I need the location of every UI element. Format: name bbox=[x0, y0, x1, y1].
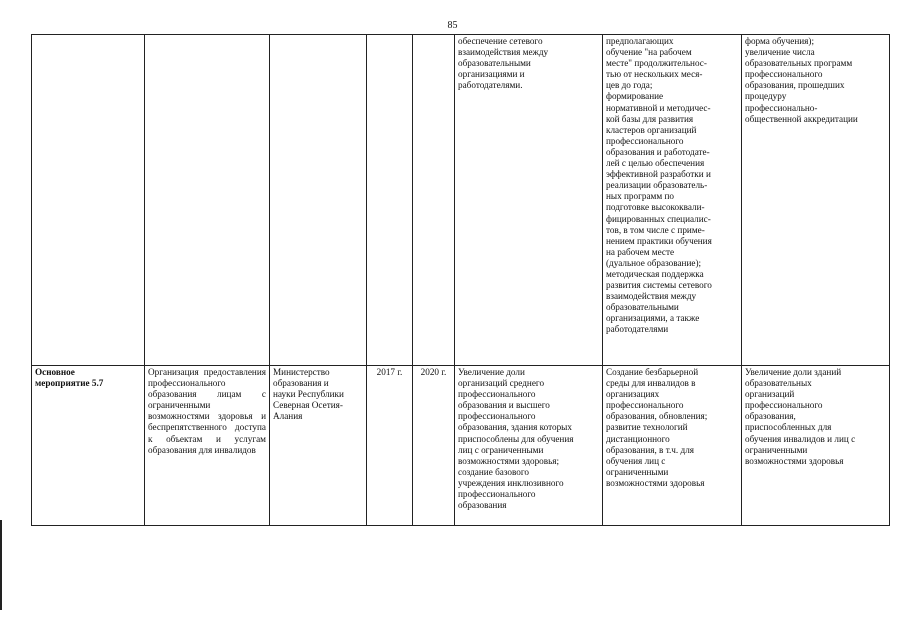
event-start-year: 2017 г. bbox=[367, 366, 413, 526]
cell-empty-event bbox=[32, 35, 145, 366]
cell-empty-start-year bbox=[367, 35, 413, 366]
event-expected-result: Увеличение доли организаций среднего профессионального образования и высшего профессионального образования, здания которых приспособлены для обучения лиц с ограниченными возможностями здоровья; создание базового учреждения инклюзивного профессионального образования bbox=[455, 366, 603, 526]
cell-empty-description bbox=[145, 35, 270, 366]
scan-edge-mark bbox=[0, 520, 2, 610]
cell-expected-result-continued: обеспечение сетевого взаимодействия между образовательными организациями и работодателями. bbox=[455, 35, 603, 366]
event-indicators: Увеличение доли зданий образовательных организаций профессионального образования, приспособленных для обучения инвалидов и лиц с ограниченными возможностями здоровья bbox=[742, 366, 890, 526]
event-description: Организация предоставления профессионального образования лицам с ограниченными возможностями здоровья и беспрепятственного доступа к объектам и услугам образования для инвалидов bbox=[145, 366, 270, 526]
event-end-year: 2020 г. bbox=[413, 366, 455, 526]
event-row bbox=[32, 366, 890, 526]
event-label: Основное мероприятие 5.7 bbox=[32, 366, 145, 526]
page-number: 85 bbox=[447, 20, 458, 31]
cell-empty-end-year bbox=[413, 35, 455, 366]
event-executor: Министерство образования и науки Республики Северная Осетия- Алания bbox=[270, 366, 367, 526]
program-measures-table bbox=[31, 34, 890, 526]
cell-main-directions-continued: предполагающих обучение "на рабочем месте" продолжительнос- тью от нескольких меся- цев до года; формирование нормативной и методичес- кой базы для развития кластеров организаций профессионального образования и работодате- лей с целью обеспечения эффективной разработки и реализации образователь- ных программ по подготовке высококвали- фицированных специалис- тов, в том числе с приме- нением практики обучения на рабочем месте (дуальное образование); методическая поддержка развития системы сетевого взаимодействия между образовательными организациями, а также работодателями bbox=[603, 35, 742, 366]
event-main-directions: Создание безбарьерной среды для инвалидов в организациях профессионального образования, обновления; развитие технологий дистанционного образования, в т.ч. для обучения лиц с ограниченными возможностями здоровья bbox=[603, 366, 742, 526]
cell-indicators-continued: форма обучения); увеличение числа образовательных программ профессионального образования, прошедших процедуру профессионально- общественной аккредитации bbox=[742, 35, 890, 366]
cell-empty-executor bbox=[270, 35, 367, 366]
continuation-row bbox=[32, 35, 890, 366]
